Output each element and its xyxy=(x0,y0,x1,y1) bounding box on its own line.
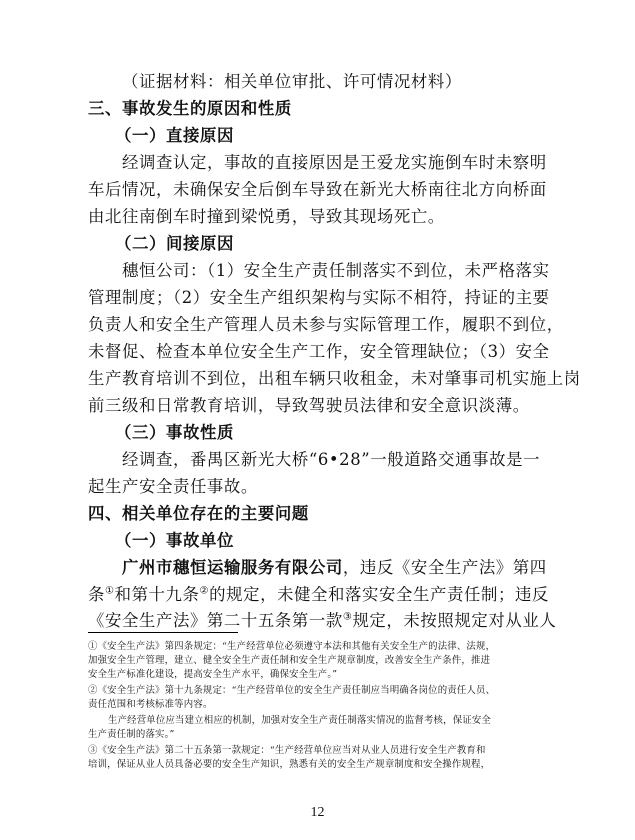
footnote-line: 生产经营单位应当建立相应的机制，加强对安全生产责任制落实情况的监督考核，保证安全 xyxy=(108,715,492,726)
footnote-line: 责任范围和考核标准等内容。 xyxy=(88,699,213,710)
text-run: ，违反《安全生产法》第四 xyxy=(342,558,547,577)
paragraph-line: 由北往南倒车时撞到梁悦勇，导致其现场死亡。 xyxy=(88,207,445,226)
paragraph-line xyxy=(88,584,558,606)
paragraph-line: 穗恒公司：（1）安全生产责任制落实不到位，未严格落实 xyxy=(122,261,550,280)
footnote-line: 培训，保证从业人员具备必要的安全生产知识，熟悉有关的安全生产规章制度和安全操作规程， xyxy=(88,759,491,770)
paragraph-line: 生产教育培训不到位，出租车辆只收租金，未对肇事司机实施上岗 xyxy=(88,369,581,388)
footnote-line: ②《安全生产法》第十九条规定：“生产经营单位的安全生产责任制应当明确各岗位的责任人员、 xyxy=(88,685,496,696)
section-heading-3: 三、事故发生的原因和性质 xyxy=(88,99,292,118)
subheading-indirect-cause: （二）间接原因 xyxy=(115,234,234,253)
paragraph-line: 经调查，番禺区新光大桥“6•28”一般道路交通事故是一 xyxy=(122,450,541,469)
text-run: 条 xyxy=(88,585,105,604)
footnote-ref: ② xyxy=(199,585,210,597)
paragraph-line: 未督促、检查本单位安全生产工作，安全管理缺位；（3）安全 xyxy=(88,342,550,361)
paragraph-line: 经调查认定，事故的直接原因是王爱龙实施倒车时未察明 xyxy=(122,153,547,172)
footnote-line: 安全生产标准化建设，提高安全生产水平，确保安全生产。” xyxy=(88,669,338,680)
text-run: 的规定，未健全和落实安全生产责任制；违反 xyxy=(209,585,549,604)
paragraph-line: 车后情况，未确保安全后倒车导致在新光大桥南往北方向桥面 xyxy=(88,180,547,199)
paragraph-line xyxy=(122,557,592,579)
footnote-ref: ① xyxy=(105,585,115,597)
footnote-line: 生产责任制的落实。” xyxy=(88,729,175,740)
evidence-note: （证据材料：相关单位审批、许可情况材料） xyxy=(122,72,462,91)
page-number: 12 xyxy=(310,805,325,820)
footnote-line: ①《安全生产法》第四条规定：“生产经营单位必须遵守本法和其他有关安全生产的法律、法规， xyxy=(88,641,496,652)
subheading-direct-cause: （一）直接原因 xyxy=(115,126,234,145)
footnote-line: ③《安全生产法》第二十五条第一款规定：“生产经营单位应当对从业人员进行安全生产教育和 xyxy=(88,745,486,756)
paragraph-line: 管理制度；（2）安全生产组织架构与实际不相符，持证的主要 xyxy=(88,288,550,307)
section-heading-4: 四、相关单位存在的主要问题 xyxy=(88,504,309,523)
footnote-line: 加强安全生产管理，建立、健全安全生产责任制和安全生产规章制度，改善安全生产条件，推进 xyxy=(88,655,491,666)
paragraph-line: 起生产安全责任事故。 xyxy=(88,477,258,496)
subheading-nature: （三）事故性质 xyxy=(115,423,234,442)
text-run: 和第十九条 xyxy=(114,585,200,604)
footnote-ref: ③ xyxy=(342,611,353,623)
paragraph-line: 负责人和安全生产管理人员未参与实际管理工作，履职不到位， xyxy=(88,315,564,334)
footnote-divider xyxy=(88,632,238,633)
text-run: 《安全生产法》第二十五条第一款 xyxy=(88,611,343,630)
paragraph-line xyxy=(88,610,558,632)
text-run: 规定，未按照规定对从业人 xyxy=(352,611,557,630)
company-name: 广州市穗恒运输服务有限公司 xyxy=(122,558,343,577)
subheading-accident-unit: （一）事故单位 xyxy=(115,531,234,550)
paragraph-line: 前三级和日常教育培训，导致驾驶员法律和安全意识淡薄。 xyxy=(88,396,530,415)
